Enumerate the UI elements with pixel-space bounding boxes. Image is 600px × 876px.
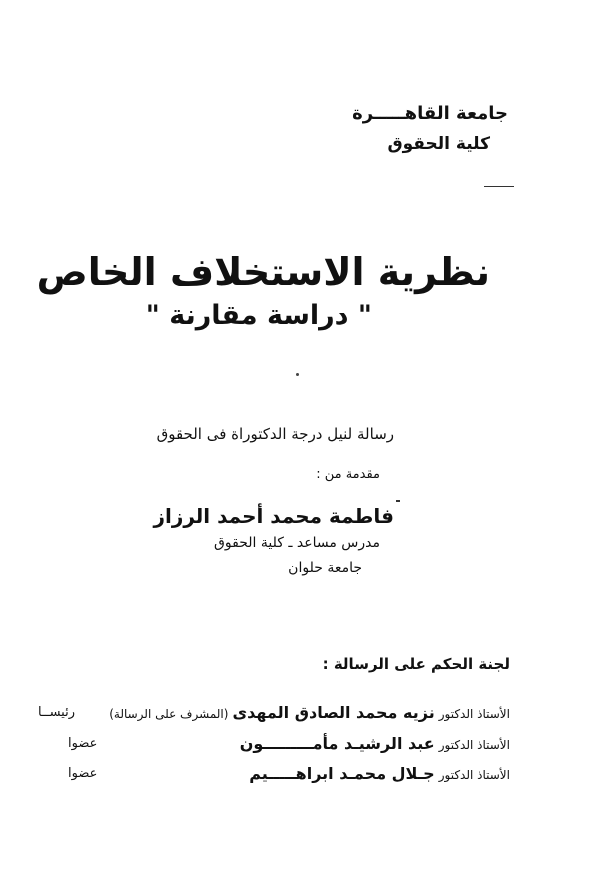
- member-prefix: الأستاذ الدكتور: [438, 707, 510, 721]
- separator-line: [484, 186, 514, 187]
- author-university: جامعة حلوان: [288, 560, 362, 576]
- presented-by-label: مقدمة من :: [316, 467, 380, 482]
- committee-title: لجنة الحكم على الرسالة :: [322, 655, 510, 673]
- member-role: عضوا: [68, 736, 98, 751]
- author-position: مدرس مساعد ـ كلية الحقوق: [214, 535, 380, 551]
- stray-mark: [396, 500, 400, 502]
- member-prefix: الأستاذ الدكتور: [438, 738, 510, 752]
- committee-member: [249, 764, 510, 783]
- university-name: جامعة القاهـــــرة: [352, 103, 508, 124]
- member-name: عبد الرشيـد مأمـــــــــون: [239, 734, 435, 753]
- member-name: نزيه محمد الصادق المهدى: [232, 703, 435, 722]
- author-name: فاطمة محمد أحمد الرزاز: [153, 504, 394, 528]
- member-role: رئيســا: [38, 705, 75, 720]
- member-name: جـلال محمـد ابراهـــــيم: [249, 764, 435, 783]
- member-prefix: الأستاذ الدكتور: [438, 768, 510, 782]
- committee-member: [109, 703, 510, 722]
- committee-member: [240, 734, 510, 753]
- faculty-name: كلية الحقوق: [387, 134, 490, 154]
- thesis-subtitle: " دراسة مقارنة ": [145, 300, 372, 331]
- member-note: (المشرف على الرسالة): [109, 707, 229, 721]
- thesis-purpose: رسالة لنيل درجة الدكتوراة فى الحقوق: [156, 425, 394, 443]
- thesis-title: نظرية الاستخلاف الخاص: [36, 250, 490, 294]
- stray-mark: [296, 373, 299, 376]
- member-role: عضوا: [68, 766, 98, 781]
